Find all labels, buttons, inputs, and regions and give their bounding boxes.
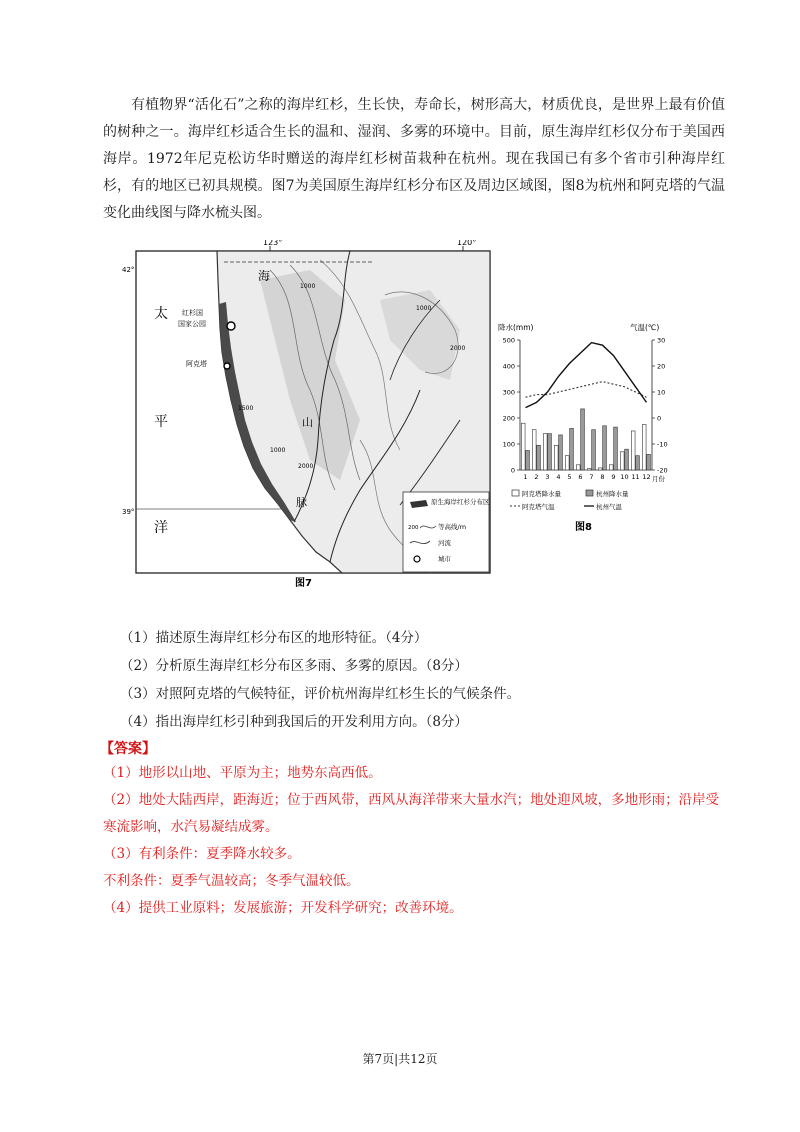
answer-heading: 【答案】: [100, 741, 156, 757]
lat-label-39: 39°: [122, 508, 135, 516]
ocean-char-ping: 平: [154, 414, 168, 430]
legend-contour-value: 200: [408, 525, 419, 531]
legend-hangzhou-temp: 杭州气温: [596, 503, 622, 511]
left-tick-label: 200: [502, 414, 515, 423]
sea-label: 海: [258, 269, 271, 283]
legend-arcata-temp: 阿克塔气温: [522, 503, 555, 511]
bar-hangzhou-rain: [559, 435, 563, 470]
terrain-label-mai: 脉: [296, 496, 307, 509]
bar-hangzhou-rain: [603, 426, 607, 470]
chart-legend: [510, 489, 629, 511]
legend-city: 城市: [438, 555, 451, 563]
x-tick-label: 1: [523, 473, 528, 481]
question-item: （4）指出海岸红杉引种到我国后的开发利用方向。（8分）: [120, 714, 468, 730]
x-tick-label: 11: [631, 473, 640, 481]
chart-right-axis-label: 气温(℃): [630, 323, 660, 332]
x-tick-label: 4: [556, 473, 561, 481]
bar-hangzhou-rain: [537, 445, 541, 470]
page-footer: 第7页|共12页: [362, 1052, 438, 1066]
terrain-label-shan: 山: [302, 416, 313, 429]
chart-caption: 图8: [575, 522, 592, 533]
bar-hangzhou-rain: [647, 454, 651, 470]
question-item: （1）描述原生海岸红杉分布区的地形特征。（4分）: [120, 630, 428, 646]
lon-label-123: 123°: [263, 240, 283, 247]
x-tick-label: 5: [567, 473, 572, 481]
bar-hangzhou-rain: [625, 449, 629, 470]
legend-hangzhou-rain: 杭州降水量: [596, 490, 629, 498]
question-item: （3）对照阿克塔的气候特征，评价杭州海岸红杉生长的气候条件。: [120, 686, 521, 702]
bar-arcata-rain: [543, 434, 547, 470]
bar-arcata-rain: [554, 445, 558, 470]
x-tick-label: 12: [642, 473, 651, 481]
map-figure: [122, 240, 490, 589]
answer-item: （2）地处大陆西岸，距海近；位于西风带，西风从海洋带来大量水汽；地处迎风坡，多地形雨；沿岸受寒流影响，水汽易凝结成雾。: [103, 792, 720, 835]
answer-item: 不利条件：夏季气温较高；冬季气温较低。: [103, 873, 360, 889]
map-caption: 图7: [295, 578, 312, 589]
answer-item: （1）地形以山地、平原为主；地势东高西低。: [103, 765, 382, 781]
legend-hangzhou-rain-swatch: [586, 490, 593, 496]
x-tick-label: 8: [600, 473, 605, 481]
question-list: [120, 624, 720, 736]
right-tick-label: -20: [657, 466, 668, 475]
contour-label: 1000: [270, 447, 286, 454]
right-tick-label: 30: [657, 336, 666, 345]
chart-x-unit: 月份: [652, 475, 665, 483]
figures: [120, 240, 680, 590]
bar-arcata-rain: [532, 430, 536, 470]
bar-hangzhou-rain: [592, 430, 596, 470]
bar-hangzhou-rain: [581, 409, 585, 470]
ocean-char-tai: 太: [154, 306, 168, 322]
legend-city-swatch: [414, 556, 420, 562]
x-tick-label: 7: [589, 473, 594, 481]
place-label-redwood-park: 红杉国: [182, 309, 203, 317]
contour-label: 1000: [416, 305, 432, 312]
bar-arcata-rain: [631, 431, 635, 470]
contour-label: 2000: [298, 463, 314, 470]
figures-svg: [120, 240, 680, 590]
bar-arcata-rain: [609, 465, 613, 470]
lon-label-120: 120°: [457, 240, 477, 247]
city-marker: [224, 363, 230, 369]
legend-river: 河流: [438, 539, 451, 547]
chart-left-axis-label: 降水(mm): [498, 323, 534, 332]
bar-arcata-rain: [642, 425, 646, 471]
x-tick-label: 3: [545, 473, 550, 481]
answer-item: （3）有利条件：夏季降水较多。: [103, 846, 301, 862]
contour-label: 1000: [300, 283, 316, 290]
left-tick-label: 100: [502, 440, 515, 449]
contour-label: 1500: [238, 405, 254, 412]
chart-x-labels: [523, 473, 650, 481]
chart-right-ticks: [652, 337, 668, 475]
chart-left-ticks: [503, 337, 520, 475]
legend-arcata-rain-swatch: [512, 490, 519, 496]
bar-arcata-rain: [587, 469, 591, 470]
right-tick-label: 0: [657, 414, 662, 423]
answer-list: [103, 760, 725, 922]
legend-redwood: 原生海岸红杉分布区: [431, 498, 490, 506]
place-label-national-park: 国家公园: [178, 320, 206, 328]
legend-contour: 等高线/m: [438, 523, 467, 531]
bar-hangzhou-rain: [548, 434, 552, 470]
climate-chart: [498, 322, 668, 533]
bar-arcata-rain: [576, 465, 580, 470]
line-hangzhou-temp: [526, 343, 647, 408]
map-legend: [403, 492, 490, 572]
left-tick-label: 0: [510, 466, 515, 475]
bar-hangzhou-rain: [636, 456, 640, 470]
bar-arcata-rain: [565, 456, 569, 470]
right-tick-label: 20: [657, 362, 666, 371]
lat-label-42: 42°: [122, 266, 135, 274]
left-tick-label: 300: [502, 388, 515, 397]
x-tick-label: 6: [578, 473, 583, 481]
left-tick-label: 400: [502, 362, 515, 371]
intro-paragraph: 有植物界“活化石”之称的海岸红杉，生长快，寿命长，树形高大，材质优良，是世界上最有价值的树种之一。海岸红杉适合生长的温和、湿润、多雾的环境中。目前，原生海岸红杉仅分布于美国西海岸。1972年尼克松访华时赠送的海岸红杉树苗栽种在杭州。现在我国已有多个省市引种海岸红杉，有的地区已初具规模。图7为美国原生海岸红杉分布区及周边区域图，图8为杭州和阿克塔的气温变化曲线图与降水梳头图。: [103, 97, 725, 221]
left-tick-label: 500: [502, 336, 515, 345]
place-label-arcata: 阿克塔: [186, 360, 207, 368]
chart-bars: [521, 409, 650, 470]
x-tick-label: 9: [611, 473, 616, 481]
bar-arcata-rain: [620, 452, 624, 470]
right-tick-label: -10: [657, 440, 668, 449]
contour-label: 2000: [450, 345, 466, 352]
right-tick-label: 10: [657, 388, 666, 397]
x-tick-label: 10: [620, 473, 629, 481]
question-item: （2）分析原生海岸红杉分布区多雨、多雾的原因。（8分）: [120, 658, 468, 674]
x-tick-label: 2: [534, 473, 539, 481]
bar-hangzhou-rain: [614, 427, 618, 470]
ocean-char-yang: 洋: [154, 520, 168, 536]
bar-hangzhou-rain: [526, 451, 530, 471]
bar-hangzhou-rain: [570, 428, 574, 470]
city-marker: [227, 322, 235, 330]
bar-arcata-rain: [521, 423, 525, 470]
answer-item: （4）提供工业原料；发展旅游；开发科学研究；改善环境。: [103, 900, 463, 916]
legend-arcata-rain: 阿克塔降水量: [522, 490, 561, 498]
bar-arcata-rain: [598, 468, 602, 470]
intro-text: [103, 92, 725, 227]
